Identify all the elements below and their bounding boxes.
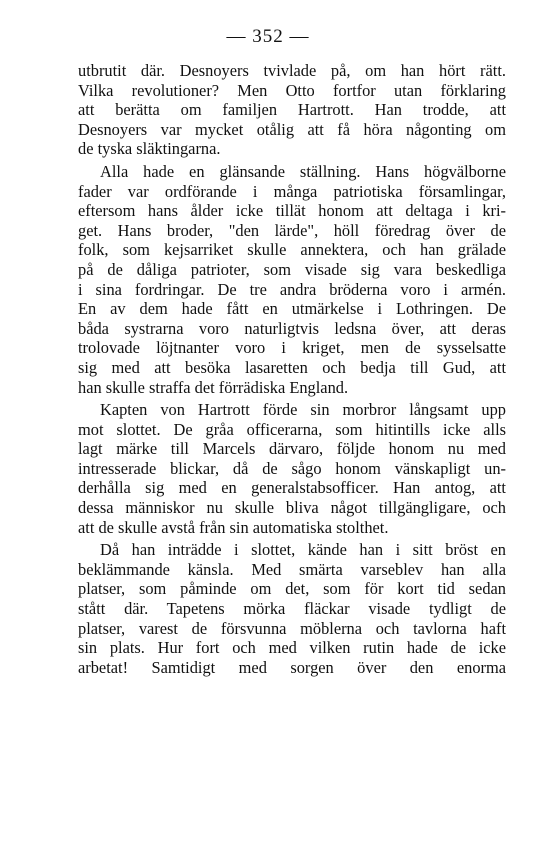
text-line: att berätta om familjen Hartrott. Han trodde, att <box>78 100 506 120</box>
text-line: Alla hade en glänsande ställning. Hans högvälborne <box>100 161 506 181</box>
text-line: get. Hans broder, "den lärde", höll föredrag över de <box>78 220 506 240</box>
paragraph <box>78 400 506 537</box>
text-line: stått där. Tapetens mörka fläckar visade tydligt de <box>78 599 506 619</box>
text-line: derhålla sig med en generalstabsofficer. Han antog, att <box>78 478 506 498</box>
text-line: på de dåliga patrioter, som visade sig vara beskedliga <box>78 259 506 279</box>
paragraph <box>78 540 506 677</box>
text-line: platser, varest de försvunna möblerna och tavlorna haft <box>78 618 506 638</box>
text-line: eftersom hans ålder icke tillät honom att deltaga i kri- <box>78 201 506 221</box>
text-line: han skulle straffa det förrädiska England. <box>78 377 349 397</box>
text-line: Kapten von Hartrott förde sin morbror långsamt upp <box>100 400 506 420</box>
text-line: Då han inträdde i slottet, kände han i sitt bröst en <box>100 540 506 560</box>
text-line: sig med att besöka lasaretten och bedja till Gud, att <box>78 357 506 377</box>
page-number: — 352 — <box>226 26 310 47</box>
text-line: lagt märke till Marcels därvaro, följde honom nu med <box>78 439 506 459</box>
text-line: arbetat! Samtidigt med sorgen över den enorma <box>78 657 506 677</box>
text-line: intresserade blickar, då de sågo honom vänskapligt un- <box>78 458 506 478</box>
paragraph <box>78 162 506 397</box>
text-line: trolovade löjtnanter voro i kriget, men de sysselsatte <box>78 338 506 358</box>
paragraph <box>78 61 506 159</box>
text-line: att de skulle avstå från sin automatiska stolthet. <box>78 517 389 537</box>
text-line: folk, som kejsarriket skulle annektera, och han grälade <box>78 240 506 260</box>
text-line: mot slottet. De gråa officerarna, som hitintills icke alls <box>78 419 506 439</box>
text-line: Desnoyers var mycket otålig att få höra någonting om <box>78 119 506 139</box>
text-line: sin plats. Hur fort och med vilken rutin hade de icke <box>78 638 506 658</box>
text-line: En av dem hade fått en utmärkelse i Lothringen. De <box>78 299 506 319</box>
text-line: Vilka revolutioner? Men Otto fortfor utan förklaring <box>78 80 506 100</box>
text-line: beklämmande känsla. Med smärta varseblev han alla <box>78 559 506 579</box>
text-line: platser, som påminde om det, som för kort tid sedan <box>78 579 506 599</box>
text-line: båda systrarna voro naturligtvis ledsna över, att deras <box>78 318 506 338</box>
text-line: utbrutit där. Desnoyers tvivlade på, om han hört rätt. <box>78 61 506 80</box>
text-line: fader var ordförande i många patriotiska församlingar, <box>78 181 506 201</box>
body-text <box>78 61 506 677</box>
text-line: dessa människor nu skulle bliva något tillgängligare, och <box>78 498 506 518</box>
text-line: de tyska släktingarna. <box>78 139 221 159</box>
text-line: i sina fordringar. De tre andra bröderna voro i armén. <box>78 279 506 299</box>
